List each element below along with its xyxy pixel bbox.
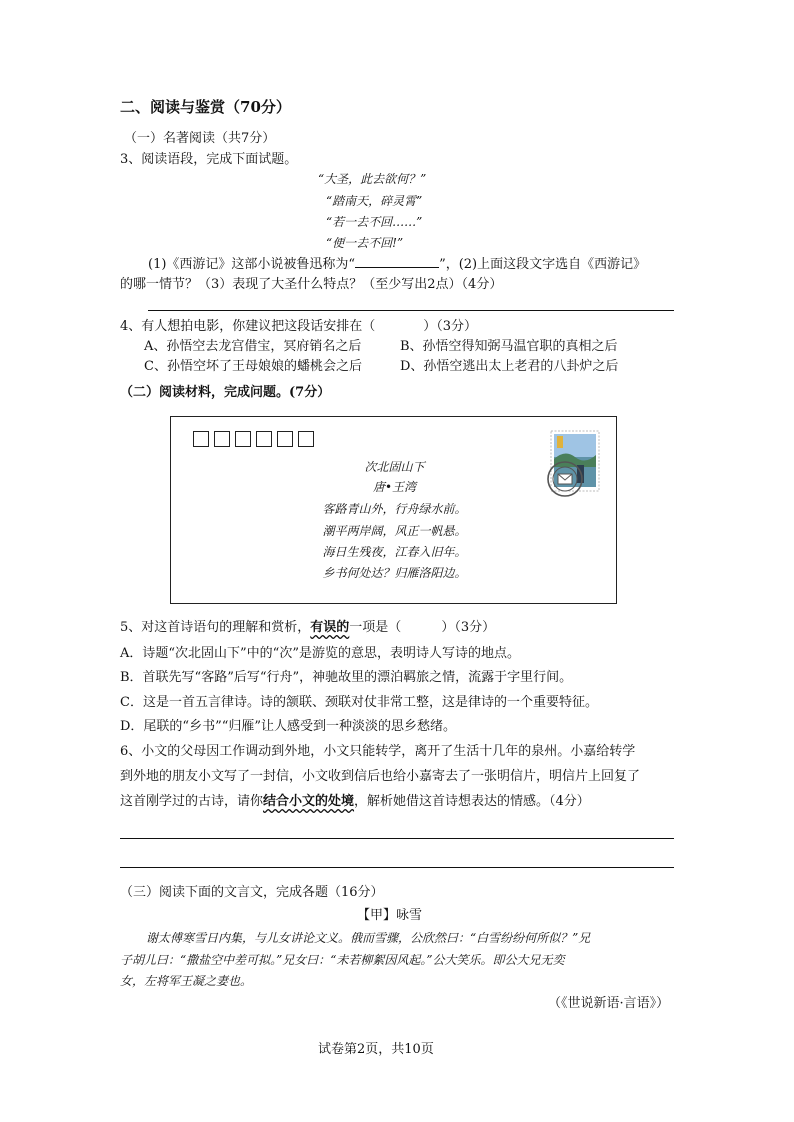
part3-heading: （三）阅读下面的文言文，完成各题（16分） xyxy=(120,885,384,900)
q5-option-b: B．首联先写“客路”后写“行舟”，神驰故里的漂泊羁旅之情，流露于字里行间。 xyxy=(120,670,573,685)
quote-line-3: “若一去不回……” xyxy=(326,215,423,229)
q3-line-2: 的哪一情节？（3）表现了大圣什么特点？（至少写出2点）（4分） xyxy=(120,277,503,292)
q4-option-d: D、孙悟空逃出太上老君的八卦炉之后 xyxy=(400,359,619,374)
zip-box-6 xyxy=(298,431,314,447)
q6-line-3-b: ，解析她借这首诗想表达的情感。（4分） xyxy=(354,794,590,809)
quote-line-4: “便一去不回!” xyxy=(326,236,404,250)
q3-line-1-a: (1)《西游记》这部小说被鲁迅称为“ xyxy=(148,257,356,272)
q6-line-3-a: 这首刚学过的古诗，请你 xyxy=(120,794,264,809)
zip-box-3 xyxy=(235,431,251,447)
q3-answer-blank[interactable] xyxy=(355,255,439,268)
q4-stem-a: 4、有人想拍电影，你建议把这段话安排在（ xyxy=(120,319,376,334)
classical-text-title: 【甲】咏雪 xyxy=(357,908,423,923)
q6-answer-line-1[interactable] xyxy=(120,838,674,839)
q5-stem-a: 5、对这首诗语句的理解和赏析， xyxy=(120,620,311,635)
q4-stem xyxy=(120,318,477,336)
q4-option-b: B、孙悟空得知弼马温官职的真相之后 xyxy=(400,339,618,354)
q3-answer-line[interactable] xyxy=(148,310,674,311)
q6-line-3 xyxy=(120,793,590,811)
classical-text-source: （《世说新语·言语》） xyxy=(548,996,670,1011)
poem-line-2: 潮平两岸阔，风正一帆悬。 xyxy=(322,524,467,538)
q6-answer-line-2[interactable] xyxy=(120,867,674,868)
section-title: 二、阅读与鉴赏（70分） xyxy=(120,98,291,116)
part1-heading: （一）名著阅读（共7分） xyxy=(124,131,276,146)
q4-stem-b: ）（3分） xyxy=(423,319,478,334)
classical-text-line-3: 女，左将军王凝之妻也。 xyxy=(120,974,253,988)
poem-title: 次北固山下 xyxy=(364,460,425,474)
page-footer: 试卷第2页，共10页 xyxy=(318,1042,434,1057)
q6-line-1: 6、小文的父母因工作调动到外地，小文只能转学，离开了生活十几年的泉州。小嘉给转学 xyxy=(120,744,636,759)
q6-line-2: 到外地的朋友小文写了一封信，小文收到信后也给小嘉寄去了一张明信片，明信片上回复了 xyxy=(120,769,641,784)
classical-text-line-1: 谢太傅寒雪日内集，与儿女讲论文义。俄而雪骤，公欣然曰：“白雪纷纷何所似？”兄 xyxy=(146,931,591,945)
q5-stem xyxy=(120,619,495,637)
zip-box-2 xyxy=(214,431,230,447)
q5-option-d: D．尾联的“乡书”“归雁”让人感受到一种淡淡的思乡愁绪。 xyxy=(120,719,457,734)
q6-emphasis: 结合小文的处境 xyxy=(263,794,355,809)
q5-option-a: A．诗题“次北固山下”中的“次”是游览的意思，表明诗人写诗的地点。 xyxy=(120,646,520,661)
q4-option-a: A、孙悟空去龙宫借宝，冥府销名之后 xyxy=(144,339,362,354)
zip-box-5 xyxy=(277,431,293,447)
quote-line-2: “踏南天，碎灵霄” xyxy=(326,194,423,208)
q3-intro: 3、阅读语段，完成下面试题。 xyxy=(120,152,298,167)
postcard xyxy=(170,416,617,604)
zip-box-4 xyxy=(256,431,272,447)
q3-line-1-b: ”，(2)上面这段文字选自《西游记》 xyxy=(439,257,647,272)
classical-text-line-2: 子胡儿曰：“撒盐空中差可拟。”兄女曰：“未若柳絮因风起。”公大笑乐。即公大兄无奕 xyxy=(120,953,565,967)
quote-line-1: “大圣，此去欲何？” xyxy=(318,172,427,186)
q4-option-c: C、孙悟空坏了王母娘娘的蟠桃会之后 xyxy=(144,359,362,374)
poem-line-4: 乡书何处达？归雁洛阳边。 xyxy=(322,566,467,580)
poem-line-1: 客路青山外，行舟绿水前。 xyxy=(322,502,467,516)
zip-box-1 xyxy=(193,431,209,447)
q5-stem-c: ）（3分） xyxy=(441,620,496,635)
poem-line-3: 海日生残夜，江春入旧年。 xyxy=(322,545,467,559)
q3-line-1 xyxy=(148,255,646,274)
stamp-with-postmark xyxy=(543,427,605,497)
q5-stem-emphasis: 有误的 xyxy=(310,620,350,635)
q5-option-c: C．这是一首五言律诗。诗的颔联、颈联对仗非常工整，这是律诗的一个重要特征。 xyxy=(120,695,598,710)
q5-stem-b: 一项是（ xyxy=(349,620,402,635)
part2-heading: （二）阅读材料，完成问题。(7分） xyxy=(120,385,331,400)
poem-author: 唐•王湾 xyxy=(372,480,417,494)
